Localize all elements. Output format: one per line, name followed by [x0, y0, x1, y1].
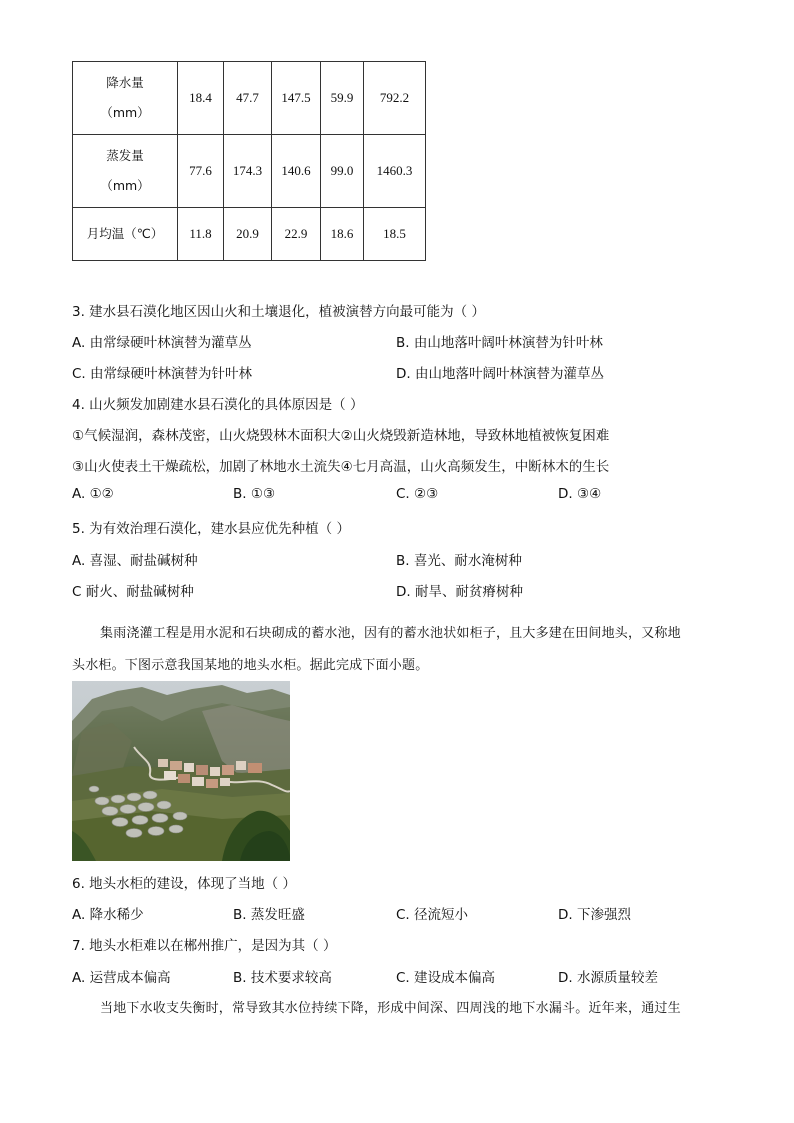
- q7-option-b: B. 技术要求较高: [233, 970, 332, 986]
- table-cell: 140.6: [272, 135, 321, 208]
- table-cell: 174.3: [224, 135, 272, 208]
- q6-option-d: D. 下渗强烈: [558, 907, 631, 923]
- row-label-precipitation: [73, 62, 178, 135]
- table-cell: 22.9: [272, 208, 321, 261]
- table-cell: 77.6: [178, 135, 224, 208]
- row-label-evaporation: [73, 135, 178, 208]
- q6-option-b: B. 蒸发旺盛: [233, 907, 305, 923]
- q7-option-c: C. 建设成本偏高: [396, 970, 496, 986]
- table-cell: 11.8: [178, 208, 224, 261]
- q4-option-d: D. ③④: [558, 486, 602, 502]
- table-row: [73, 135, 426, 208]
- field-cistern-photo: [72, 681, 290, 861]
- q3-option-b: B. 由山地落叶阔叶林演替为针叶林: [396, 335, 603, 351]
- question-7-stem: 7. 地头水柜难以在郴州推广，是因为其（ ）: [72, 938, 337, 954]
- q4-option-b: B. ①③: [233, 486, 276, 502]
- question-5-stem: 5. 为有效治理石漠化，建水县应优先种植（ ）: [72, 521, 350, 537]
- label-text: 降水量: [106, 75, 144, 90]
- table-cell: 99.0: [321, 135, 364, 208]
- table-cell: 18.5: [364, 208, 426, 261]
- q4-statement-line-2: ③山火使表土干燥疏松，加剧了林地水土流失④七月高温，山火高频发生，中断林木的生长: [72, 459, 610, 475]
- table-cell: 18.6: [321, 208, 364, 261]
- row-label-temperature: [73, 208, 178, 261]
- label-text: 蒸发量: [106, 148, 144, 163]
- q3-option-c: C. 由常绿硬叶林演替为针叶林: [72, 366, 253, 382]
- q5-option-d: D. 耐旱、耐贫瘠树种: [396, 584, 523, 600]
- q6-option-c: C. 径流短小: [396, 907, 469, 923]
- question-6-stem: 6. 地头水柜的建设，体现了当地（ ）: [72, 876, 296, 892]
- table-cell: 1460.3: [364, 135, 426, 208]
- table-cell: 59.9: [321, 62, 364, 135]
- table-row: [73, 62, 426, 135]
- climate-data-table: [72, 61, 426, 261]
- table-cell: 47.7: [224, 62, 272, 135]
- q4-statement-line-1: ①气候湿润，森林茂密，山火烧毁林木面积大②山火烧毁新造林地，导致林地植被恢复困难: [72, 428, 610, 444]
- passage-2-line-1: 当地下水收支失衡时，常导致其水位持续下降，形成中间深、四周浅的地下水漏斗。近年来，通过生: [100, 1001, 681, 1016]
- q7-option-a: A. 运营成本偏高: [72, 970, 171, 986]
- table-cell: 147.5: [272, 62, 321, 135]
- q5-option-b: B. 喜光、耐水淹树种: [396, 553, 522, 569]
- question-3-stem: 3. 建水县石漠化地区因山火和土壤退化，植被演替方向最可能为（ ）: [72, 304, 485, 320]
- table-cell: 18.4: [178, 62, 224, 135]
- q7-option-d: D. 水源质量较差: [558, 970, 658, 986]
- table-cell: 792.2: [364, 62, 426, 135]
- passage-1-line-2: 头水柜。下图示意我国某地的地头水柜。据此完成下面小题。: [72, 658, 429, 673]
- mountain-village-image: [72, 681, 290, 861]
- label-text: 月均温（℃）: [86, 226, 164, 241]
- question-4-stem: 4. 山火频发加剧建水县石漠化的具体原因是（ ）: [72, 397, 364, 413]
- q5-option-c: C 耐火、耐盐碱树种: [72, 584, 194, 600]
- label-unit: （mm）: [100, 178, 150, 193]
- table-cell: 20.9: [224, 208, 272, 261]
- q3-option-a: A. 由常绿硬叶林演替为灌草丛: [72, 335, 252, 351]
- passage-1-line-1: 集雨浇灌工程是用水泥和石块砌成的蓄水池，因有的蓄水池状如柜子，且大多建在田间地头，又称地: [100, 626, 681, 641]
- table-row: [73, 208, 426, 261]
- q4-option-a: A. ①②: [72, 486, 114, 502]
- q3-option-d: D. 由山地落叶阔叶林演替为灌草丛: [396, 366, 604, 382]
- q5-option-a: A. 喜湿、耐盐碱树种: [72, 553, 198, 569]
- q6-option-a: A. 降水稀少: [72, 907, 144, 923]
- label-unit: （mm）: [100, 105, 150, 120]
- q4-option-c: C. ②③: [396, 486, 439, 502]
